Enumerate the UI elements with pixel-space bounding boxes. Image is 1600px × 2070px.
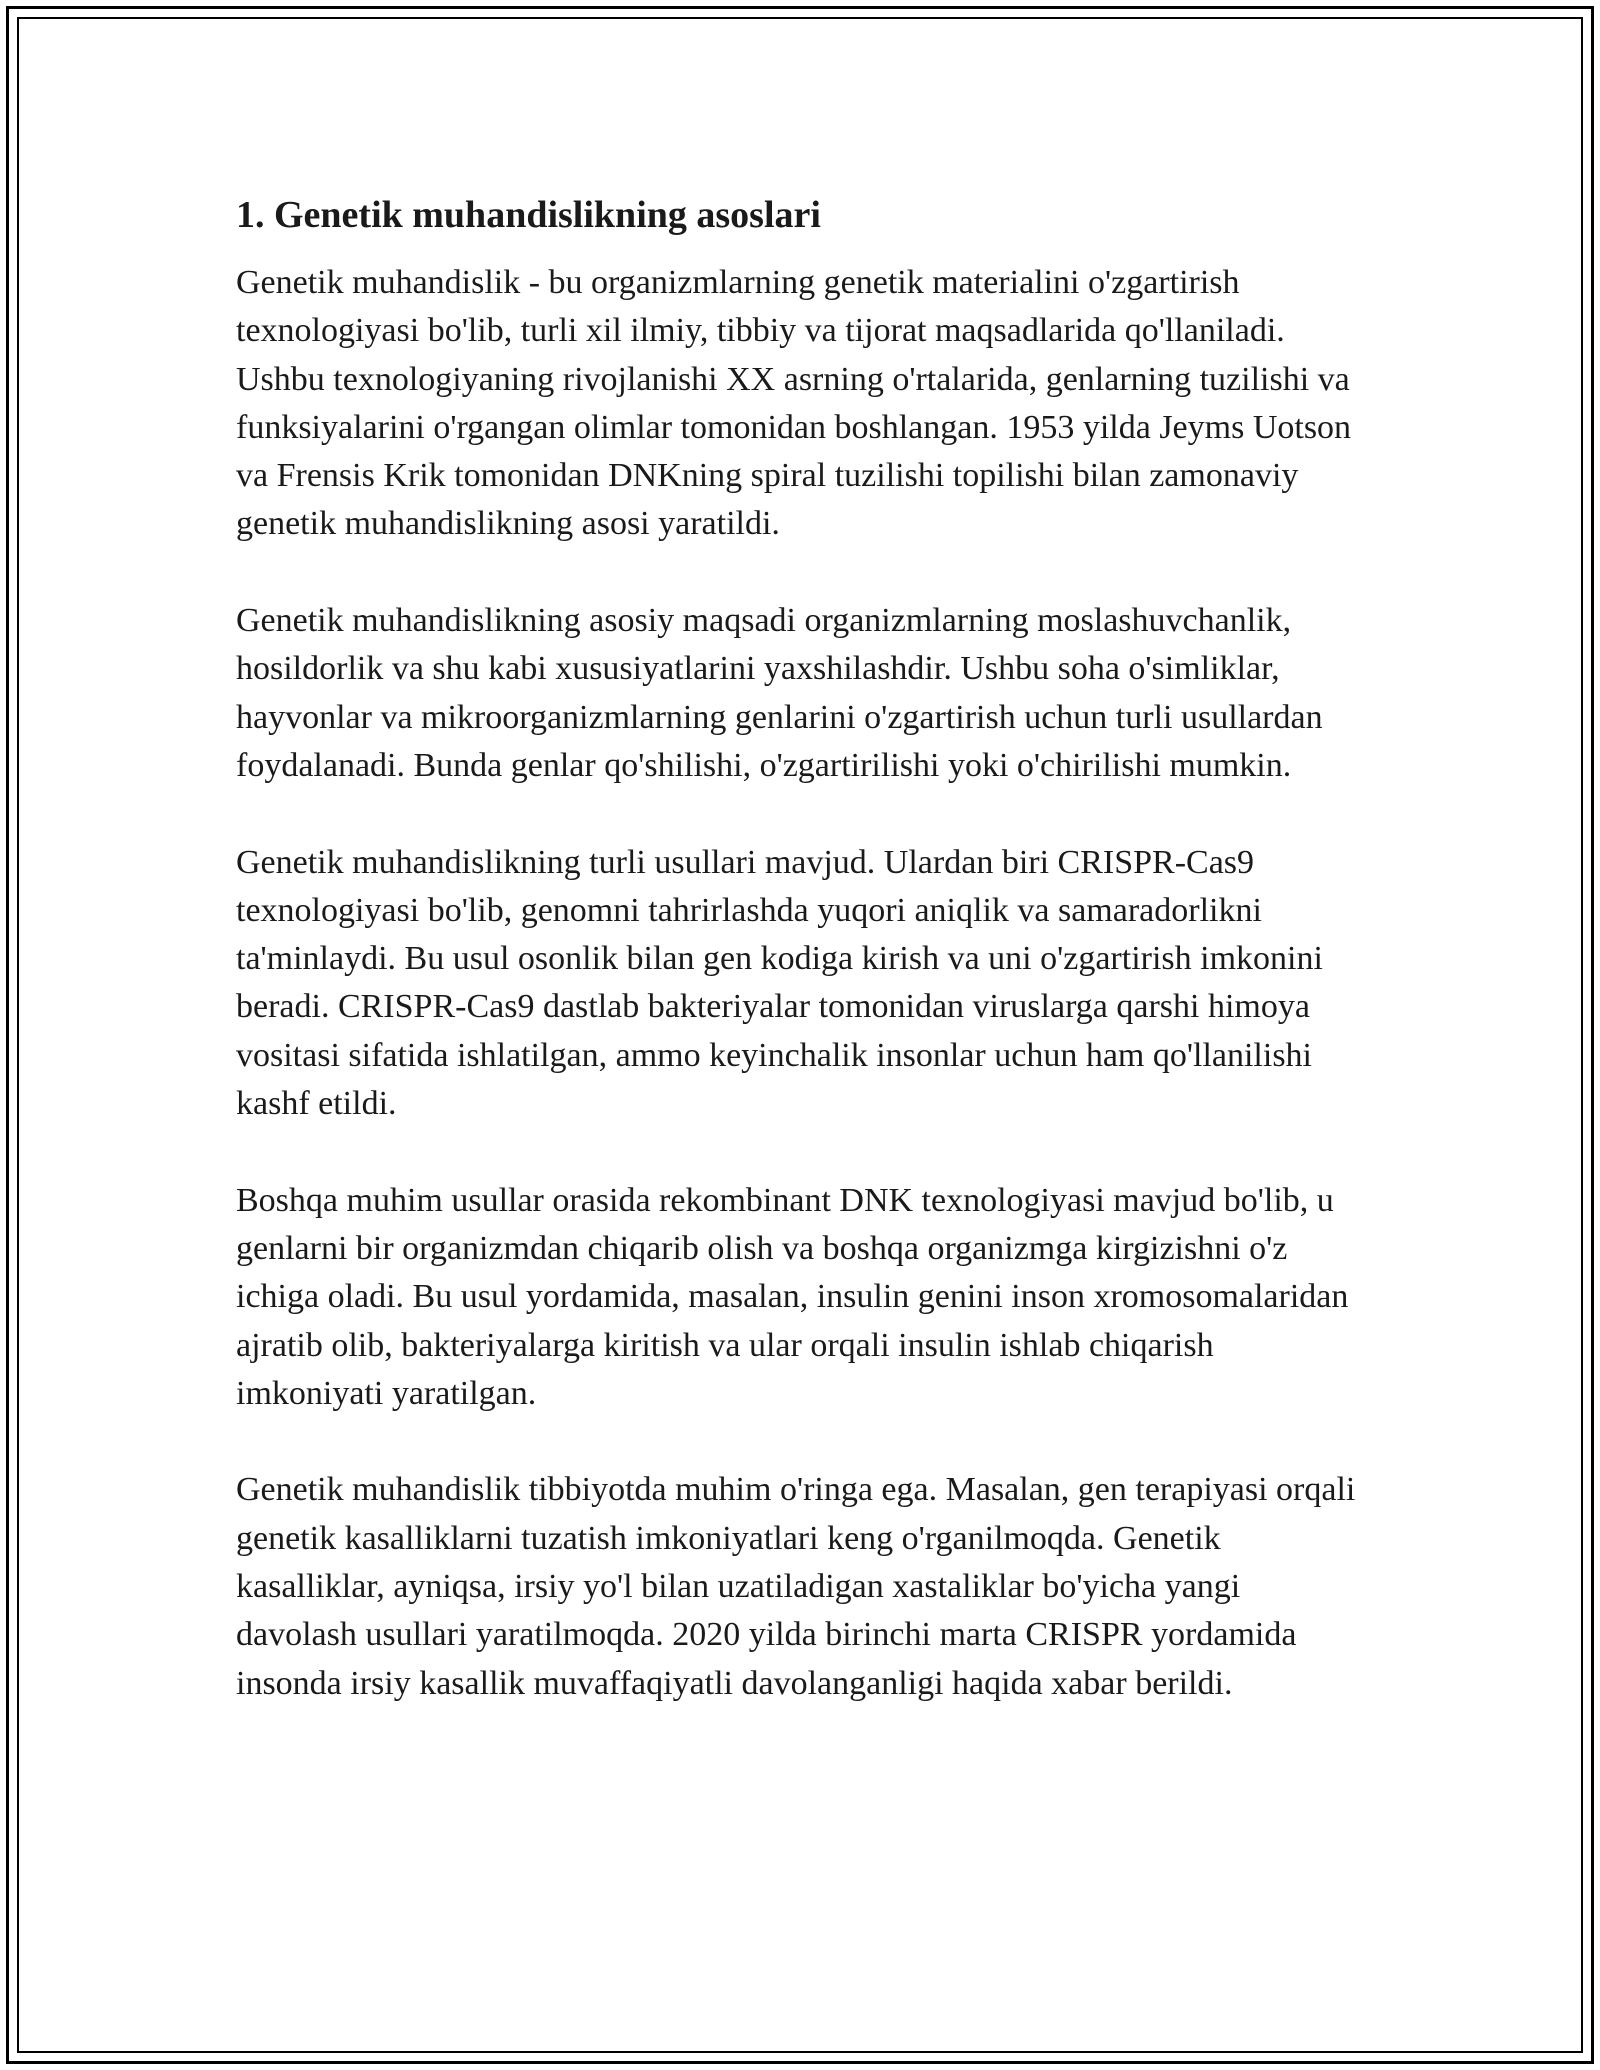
document-body xyxy=(236,183,1368,1708)
paragraph-5: Genetik muhandislik tibbiyotda muhim o'ringa ega. Masalan, gen terapiyasi orqali genetik kasalliklarni tuzatish imkoniyatlari keng o'rganilmoqda. Genetik kasalliklar, ayniqsa, irsiy yo'l bilan uzatiladigan xastaliklar bo'yicha yangi davolash usullari yaratilmoqda. 2020 yilda birinchi marta CRISPR yordamida insonda irsiy kasallik muvaffaqiyatli davolanganligi haqida xabar berildi. xyxy=(236,1471,1356,1702)
paragraph-1: Genetik muhandislik - bu organizmlarning genetik materialini o'zgartirish texnologiyasi bo'lib, turli xil ilmiy, tibbiy va tijorat maqsadlarida qo'llaniladi. Ushbu texnologiyaning rivojlanishi XX asrning o'rtalarida, genlarning tuzilishi va funksiyalarini o'rgangan olimlar tomonidan boshlangan. 1953 yilda Jeyms Uotson va Frensis Krik tomonidan DNKning spiral tuzilishi topilishi bilan zamonaviy genetik muhandislikning asosi yaratildi. xyxy=(236,264,1352,543)
page-title: 1. Genetik muhandislikning asoslari xyxy=(236,194,821,236)
paragraph-4: Boshqa muhim usullar orasida rekombinant DNK texnologiyasi mavjud bo'lib, u genlarni bir organizmdan chiqarib olish va boshqa organizmga kirgizishni o'z ichiga oladi. Bu usul yordamida, masalan, insulin genini inson xromosomalaridan ajratib olib, bakteriyalarga kiritish va ular orqali insulin ishlab chiqarish imkoniyati yaratilgan. xyxy=(236,1181,1349,1412)
paragraph-2: Genetik muhandislikning asosiy maqsadi organizmlarning moslashuvchanlik, hosildorlik va shu kabi xususiyatlarini yaxshilashdir. Ushbu soha o'simliklar, hayvonlar va mikroorganizmlarning genlarini o'zgartirish uchun turli usullardan foydalanadi. Bunda genlar qo'shilishi, o'zgartirilishi yoki o'chirilishi mumkin. xyxy=(236,602,1323,784)
paragraph-3: Genetik muhandislikning turli usullari mavjud. Ulardan biri CRISPR-Cas9 texnologiyasi bo'lib, genomni tahrirlashda yuqori aniqlik va samaradorlikni ta'minlaydi. Bu usul osonlik bilan gen kodiga kirish va uni o'zgartirish imkonini beradi. CRISPR-Cas9 dastlab bakteriyalar tomonidan viruslarga qarshi himoya vositasi sifatida ishlatilgan, ammo keyinchalik insonlar uchun ham qo'llanilishi kashf etildi. xyxy=(236,843,1323,1123)
